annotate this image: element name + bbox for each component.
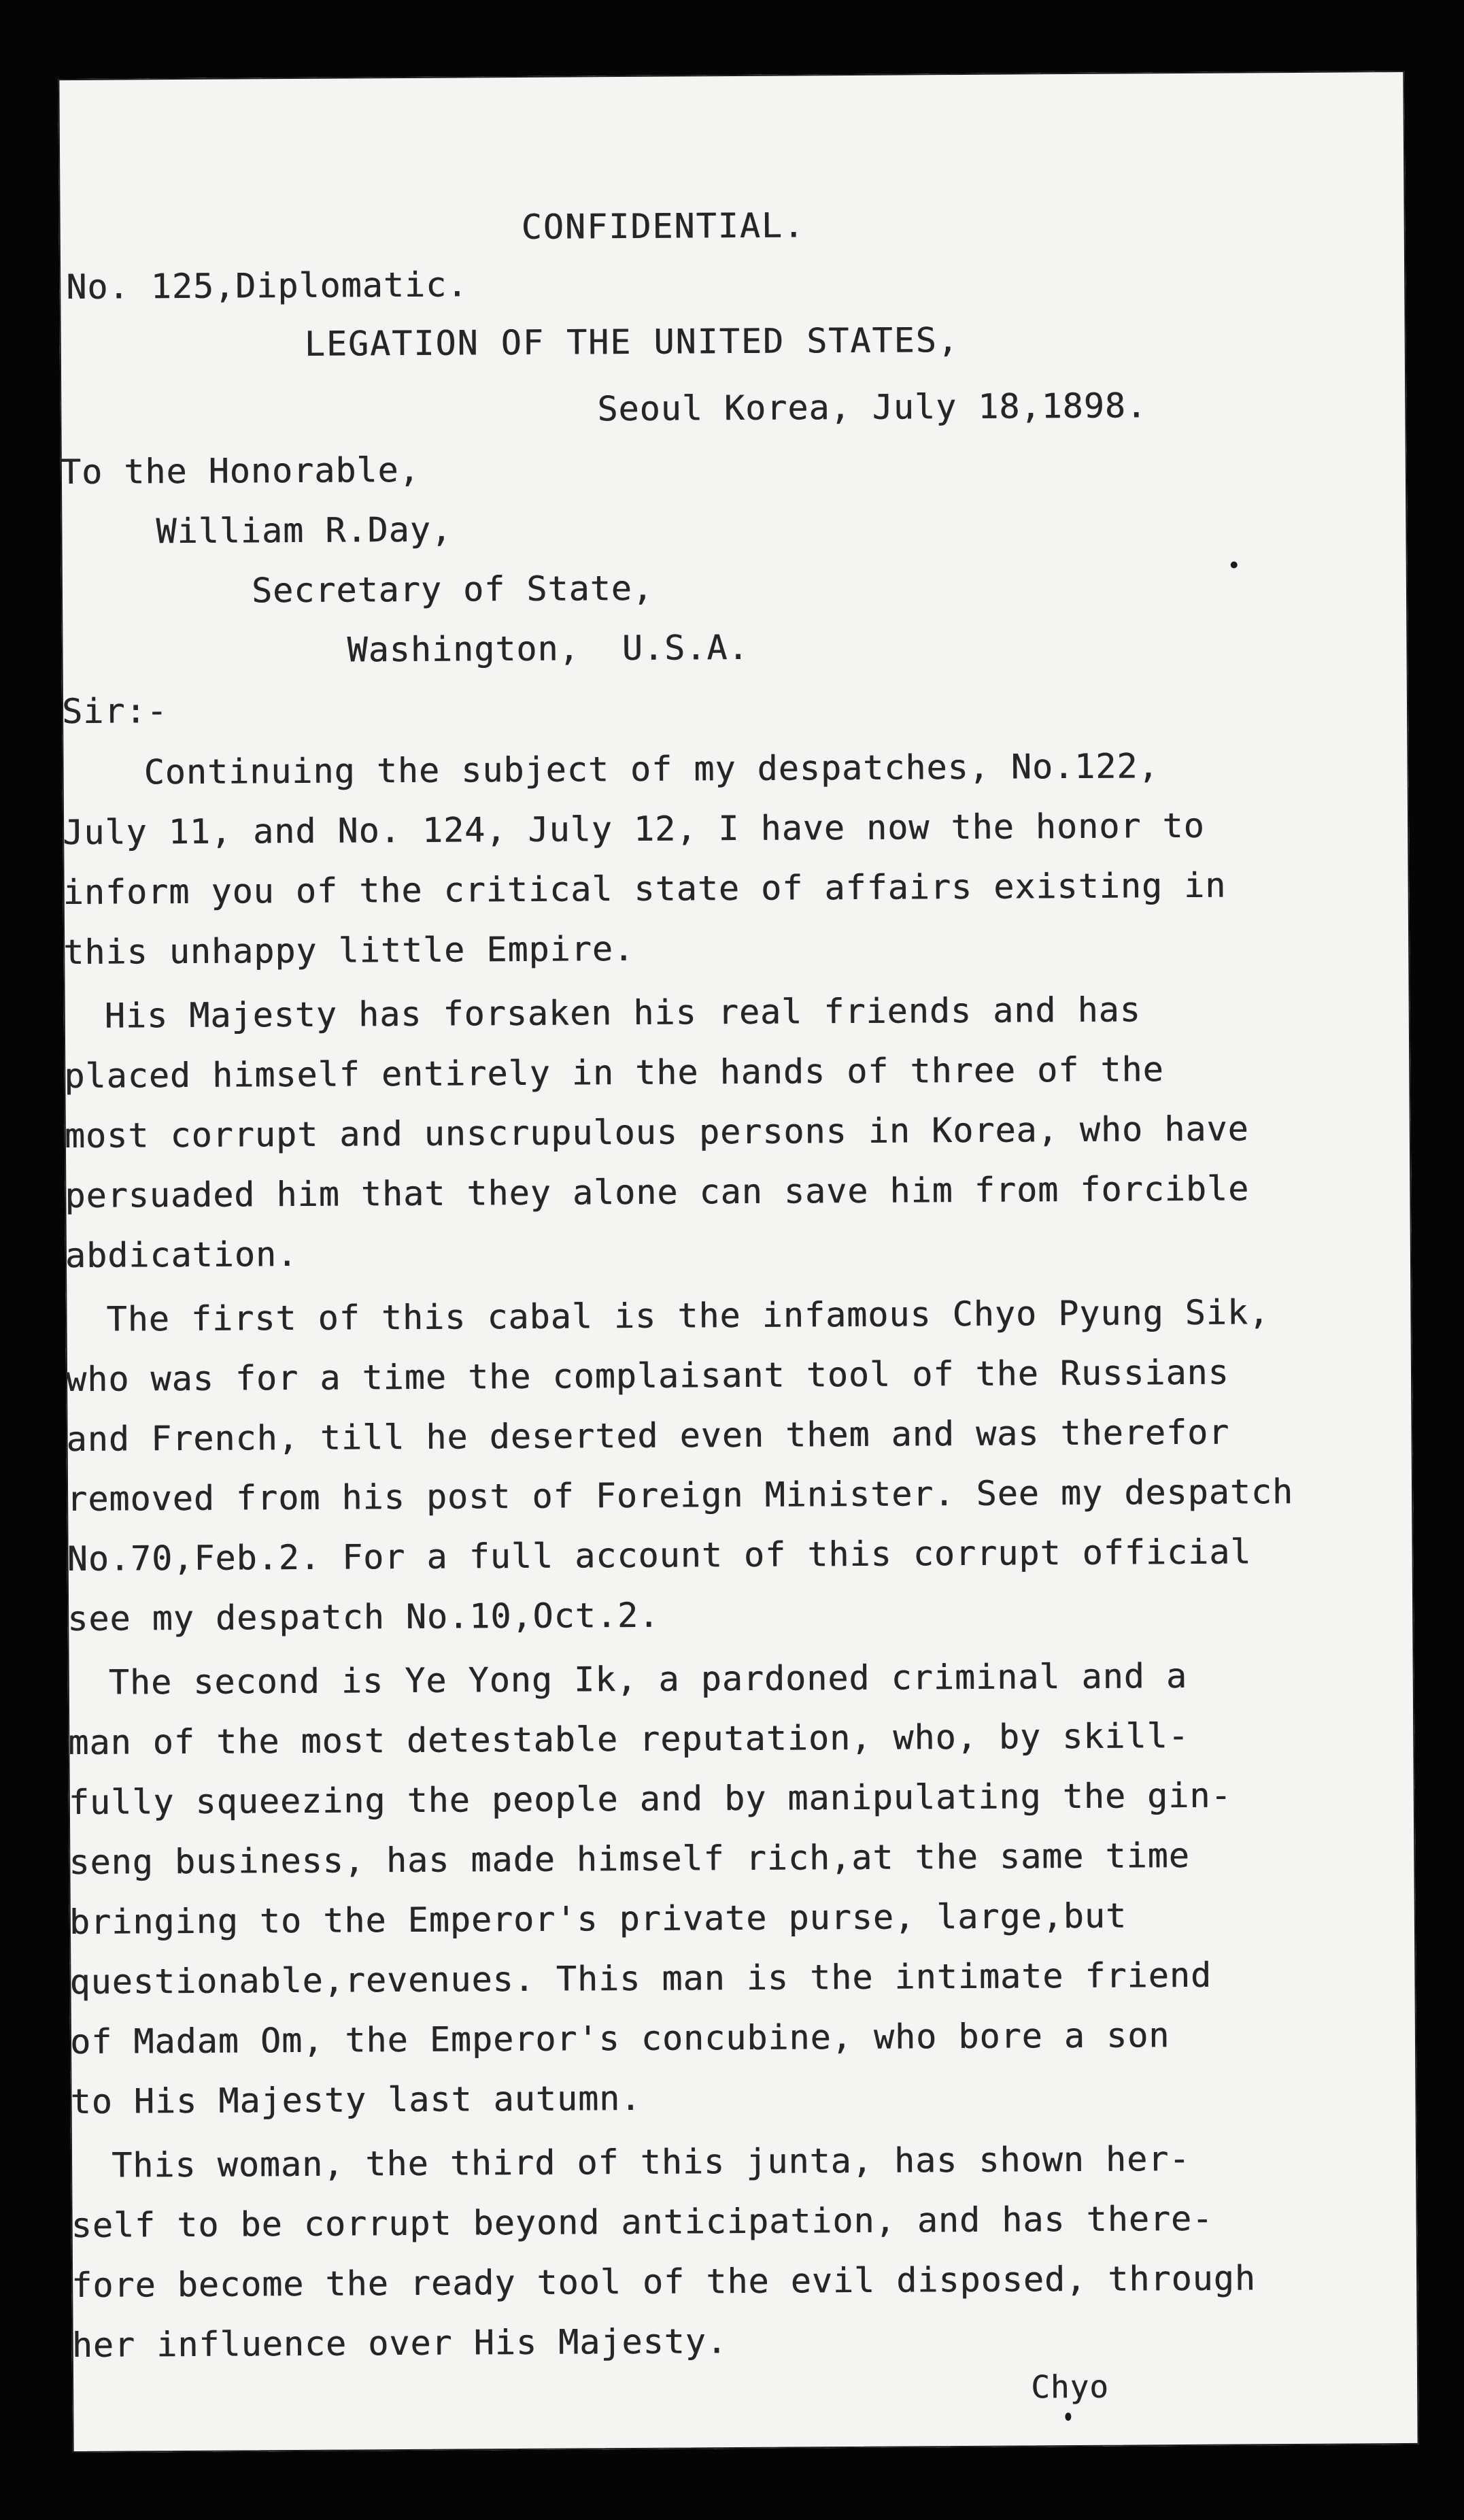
addressee-name: William R.Day, (156, 509, 453, 552)
body-line: Continuing the subject of my despatches, No.122, (143, 746, 1159, 792)
body-line: who was for a time the complaisant tool of the Russians (65, 1352, 1229, 1400)
body-line: The first of this cabal is the infamous Chyo Pyung Sik, (106, 1292, 1270, 1339)
body-line: persuaded him that they alone can save him from forcible (65, 1169, 1250, 1216)
body-line: This woman, the third of this junta, has shown her- (111, 2138, 1191, 2185)
body-line: self to be corrupt beyond anticipation, and has there- (71, 2198, 1214, 2246)
body-line: man of the most detestable reputation, who, by skill- (68, 1715, 1189, 1763)
body-line: The second is Ye Yong Ik, a pardoned criminal and a (108, 1656, 1188, 1702)
document-page (58, 71, 1418, 2453)
body-line: most corrupt and unscrupulous persons in Korea, who have (64, 1109, 1249, 1156)
body-line: His Majesty has forsaken his real friends and has (104, 990, 1141, 1036)
body-line: her influence over His Majesty. (71, 2321, 728, 2366)
body-line: to His Majesty last autumn. (70, 2078, 642, 2122)
body-line: this unhappy little Empire. (63, 928, 635, 973)
body-line: seng business, has made himself rich,at the same time (69, 1835, 1190, 1883)
body-line: inform you of the critical state of affairs existing in (63, 865, 1227, 913)
addressee-title: Secretary of State, (251, 568, 654, 611)
body-line: bringing to the Emperor's private purse, large,but (69, 1896, 1127, 1943)
classification-heading: CONFIDENTIAL. (521, 205, 806, 247)
address-to: To the Honorable, (60, 450, 420, 492)
body-line: placed himself entirely in the hands of three of the (64, 1049, 1164, 1096)
despatch-number: No. 125,Diplomatic. (66, 265, 469, 307)
body-line: and French, till he deserted even them and was therefor (66, 1412, 1230, 1460)
catchword: Chyo (1030, 2368, 1110, 2406)
body-line: fully squeezing the people and by manipulating the gin- (68, 1775, 1232, 1823)
greeting: Sir:- (61, 691, 168, 732)
addressee-place: Washington, U.S.A. (347, 627, 749, 670)
body-line: see my despatch No.10,Oct.2. (67, 1595, 660, 1639)
body-line: questionable,revenues. This man is the intimate friend (69, 1955, 1212, 2002)
ink-dot (1231, 561, 1238, 568)
body-line: July 11, and No. 124, July 12, I have now the honor to (62, 805, 1205, 853)
body-line: abdication. (65, 1234, 299, 1276)
body-line: No.70,Feb.2. For a full account of this corrupt official (67, 1532, 1252, 1579)
legation-heading: LEGATION OF THE UNITED STATES, (304, 320, 959, 364)
body-line: fore become the ready tool of the evil disposed, through (71, 2258, 1257, 2306)
place-date: Seoul Korea, July 18,1898. (597, 386, 1148, 429)
ink-dot (1065, 2413, 1071, 2421)
body-line: of Madam Om, the Emperor's concubine, who bore a son (69, 2015, 1170, 2062)
body-line: removed from his post of Foreign Minister. See my despatch (66, 1472, 1294, 1519)
